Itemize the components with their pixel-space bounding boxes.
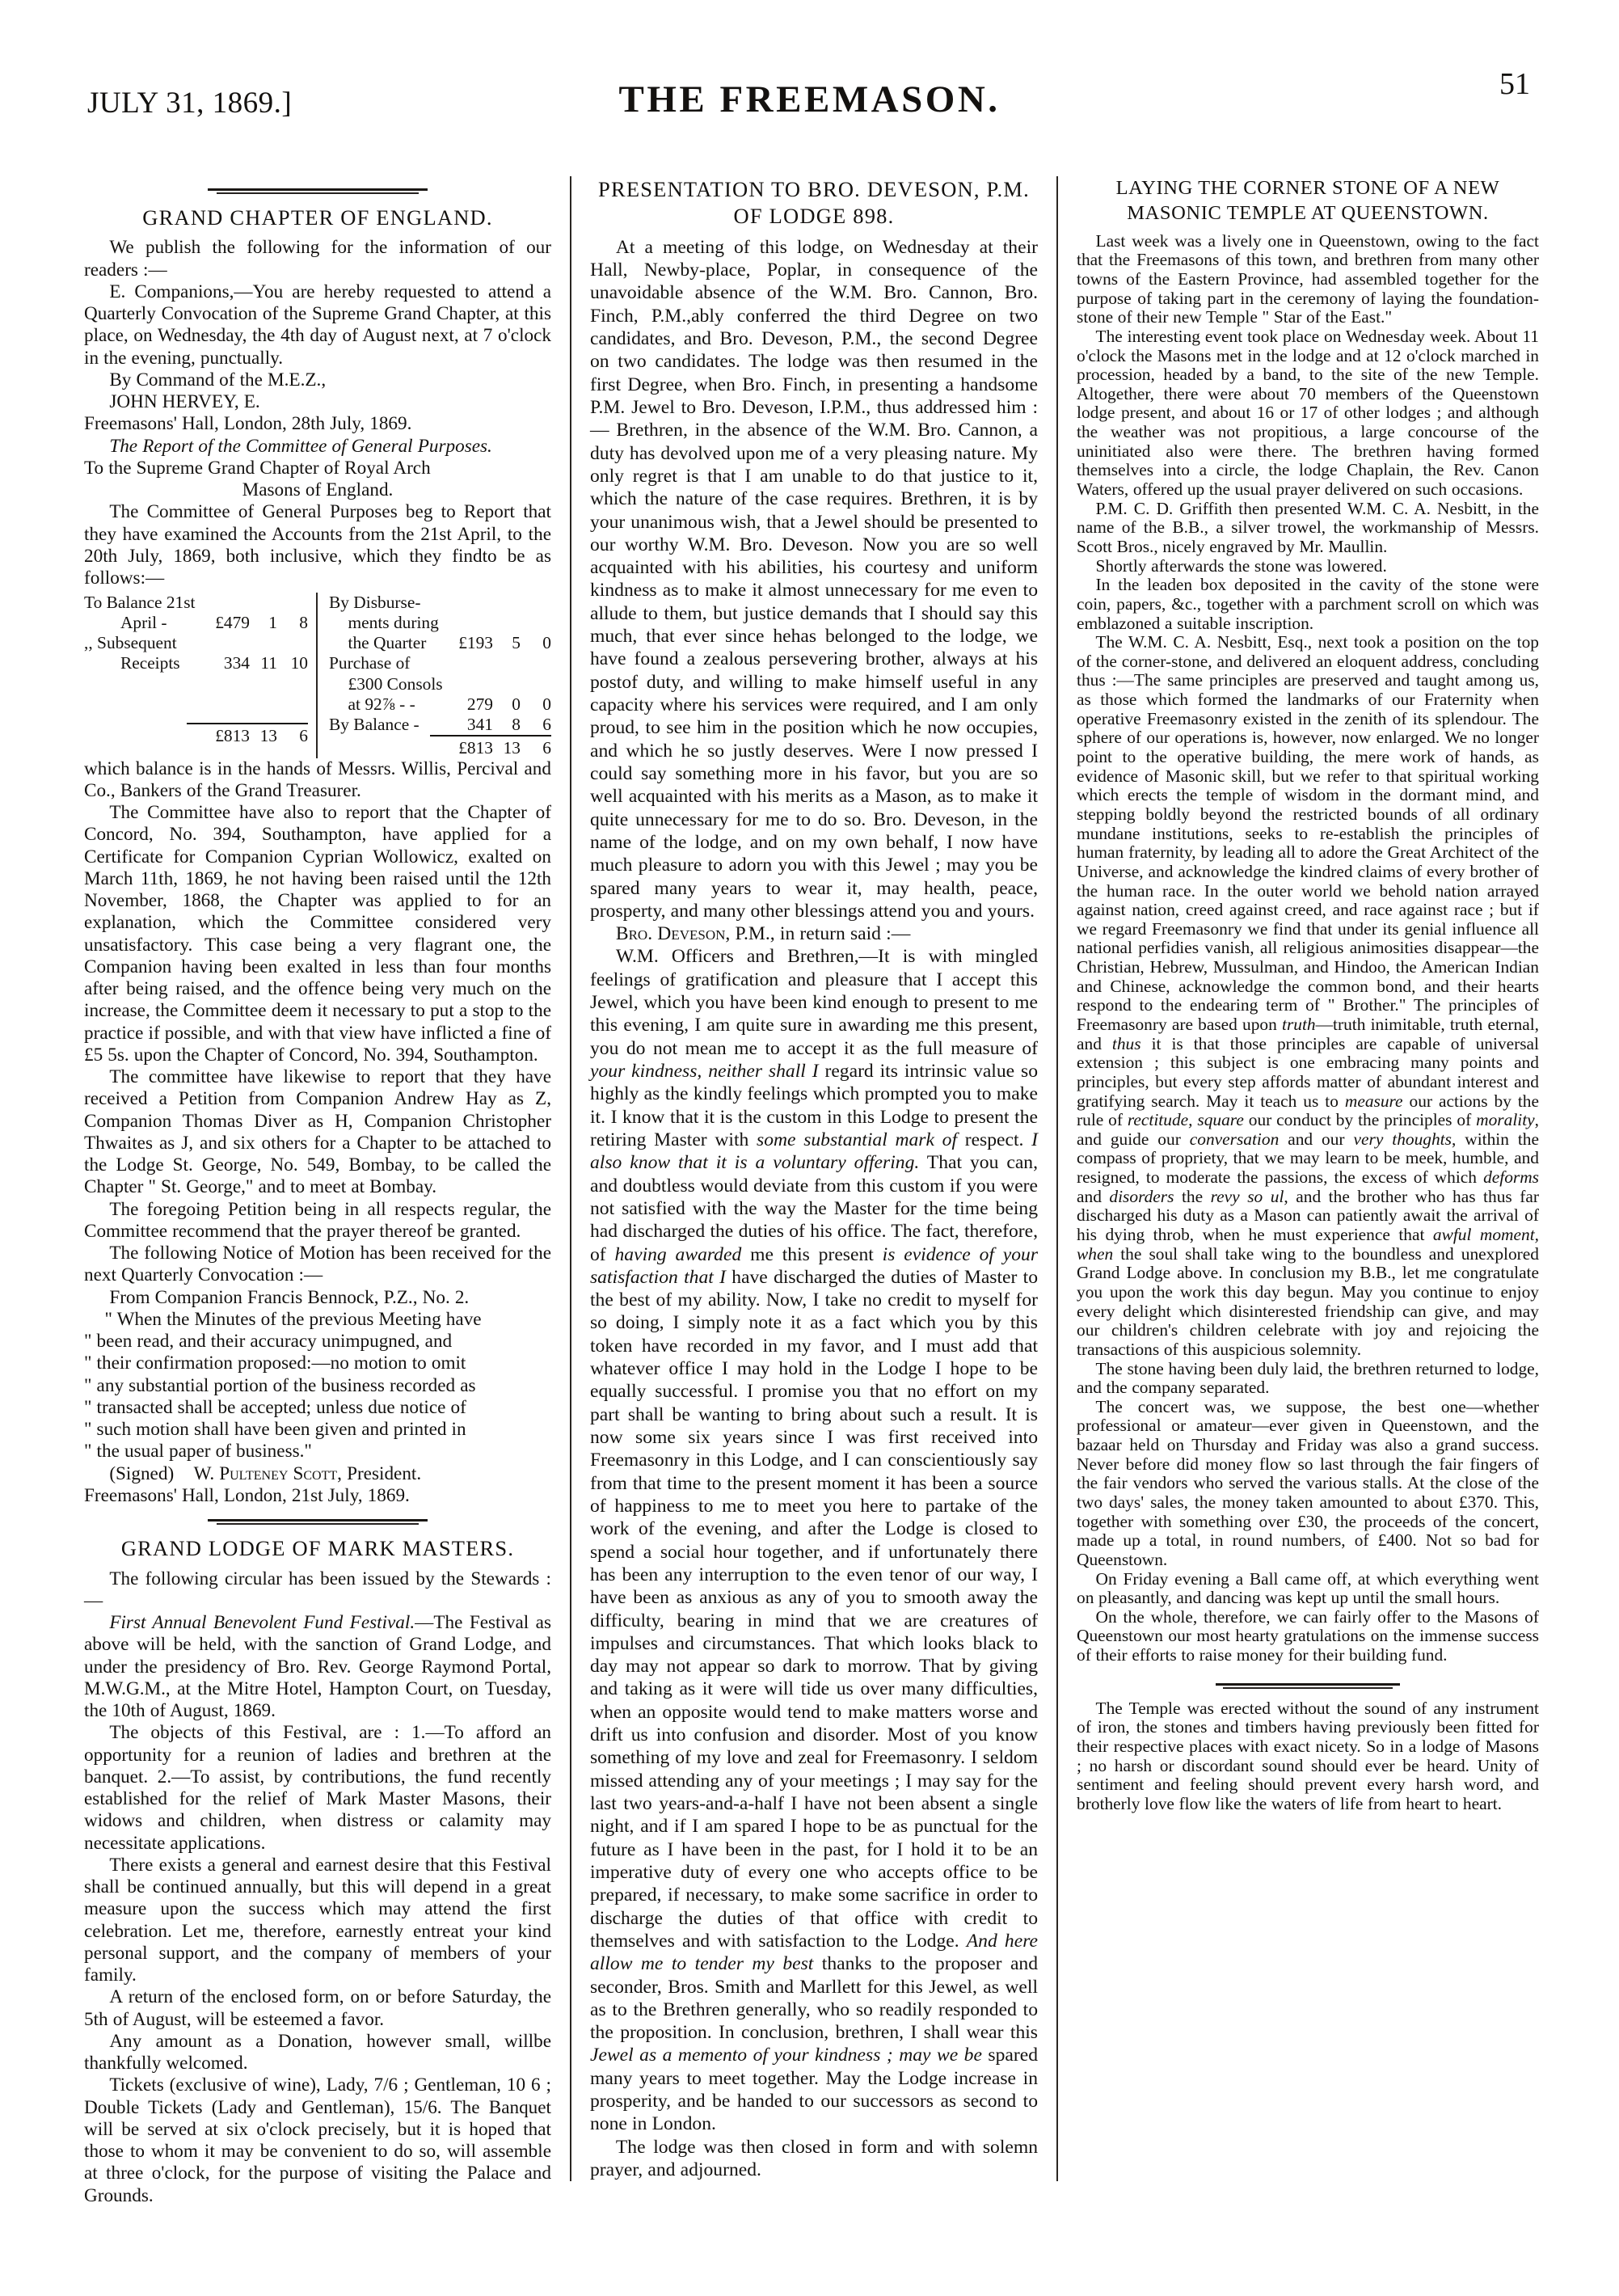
speech-seg: respect. — [957, 1129, 1032, 1150]
accounts-row-pence: 0 — [542, 633, 551, 653]
accounts-row-shillings: 1 — [268, 613, 277, 633]
address-italic: disorders — [1109, 1186, 1174, 1206]
address-seg: , within the compass of propriety, that we may learn to be meek, humble, and resigned, to moderate the passions, the excess of which — [1077, 1129, 1539, 1188]
accounts-row-label: By Disburse- — [329, 593, 421, 613]
address-italic: very thoughts — [1353, 1129, 1452, 1149]
quoted-motion-line: " transacted shall be accepted; unless due notice of — [84, 1396, 466, 1418]
signature-john-hervey: JOHN HERVEY, E. — [109, 391, 260, 413]
accounts-total-shillings: 13 — [259, 725, 277, 745]
report-subheading: The Report of the Committee of General Purposes. — [109, 435, 492, 457]
accounts-row — [329, 613, 551, 633]
quoted-motion-line: " any substantial portion of the business recorded as — [84, 1374, 476, 1396]
speech-seg: W.M. Officers and Brethren,—It is with mingled feelings of gratification and pleasure that I accept this Jewel, which you have been kind enough to present to me this evening, I am quite sure in awarding me this present, you do not mean me to accept it as the full measure of — [590, 946, 1038, 1059]
headline-presentation-deveson — [590, 176, 1038, 230]
paragraph: Any amount as a Donation, however small, willbe thankfully welcomed. — [84, 2030, 551, 2074]
accounts-credit-side — [318, 593, 551, 758]
speech-italic: having awarded — [614, 1243, 742, 1265]
column-1 — [84, 176, 551, 2207]
address-seg: it is that those principles are capable of universal extension ; this subject is one embracing many points and principles, but every step affords matter of abundant interest and gratifying search. May it teach us to — [1077, 1033, 1539, 1111]
headline-line-2: MASONIC TEMPLE AT QUEENSTOWN. — [1127, 201, 1489, 224]
accounts-row-pence: 10 — [290, 653, 308, 673]
quoted-motion-line: " been read, and their accuracy unimpugned, and — [84, 1331, 453, 1353]
column-rule-1 — [570, 176, 571, 2181]
headline-corner-stone-queenstown — [1077, 176, 1539, 226]
paragraph-concert-bazaar: The concert was, we suppose, the best one—whether professional or amateur—ever given in Queenstown, and the bazaar held on Thursday and Friday was also a grand success. Never before did money flow so last through the fair fingers of the fair vendors who served the various stalls. At the close of the two days' sales, the money taken amounted to about £370. This, together with something over £30, the proceeds of the concert, made up a total, in round numbers, of £400. Not so bad for Queenstown. — [1077, 1396, 1539, 1569]
paragraph: We publish the following for the information of our readers :— — [84, 237, 551, 281]
accounts-row — [329, 653, 551, 673]
column-3 — [1077, 176, 1539, 1814]
paragraph-ball: On Friday evening a Ball came off, at which everything went on pleasantly, and dancing was kept up until the small hours. — [1077, 1568, 1539, 1608]
speech-seg: thanks to the proposer and seconder, Bros. Smith and Marllett for this Jewel, as well as to the Brethren generally, who so readily responded to the proposition. In conclusion, brethren, I shall wear this — [590, 1953, 1039, 2044]
place-date-line: Freemasons' Hall, London, 21st July, 1869. — [84, 1484, 410, 1506]
speech-seg: me this present — [741, 1243, 883, 1265]
accounts-total-row — [84, 726, 308, 746]
signature-pulteney-scott — [84, 1463, 551, 1485]
accounts-row-shillings: 11 — [260, 653, 277, 673]
accounts-total-rule — [430, 735, 551, 736]
address-seg: the — [1174, 1186, 1211, 1206]
accounts-row-pounds: 341 — [466, 714, 493, 734]
paragraph: The foregoing Petition being in all respects regular, the Committee recommend that the prayer thereof be granted. — [84, 1198, 551, 1242]
accounts-total-pounds: £813 — [458, 737, 493, 758]
speech-seg: to the Lodge. — [852, 1930, 967, 1952]
accounts-row-pence: 0 — [542, 694, 551, 714]
festival-title: First Annual Benevolent Fund Festival. — [109, 1612, 415, 1633]
headline-line-2: OF LODGE 898. — [733, 204, 895, 229]
accounts-total-pence: 6 — [542, 737, 551, 758]
address-seg: our actions by the rule of — [1077, 1091, 1540, 1130]
accounts-row-label: By Balance - — [329, 714, 420, 734]
paragraph-nesbitt-address — [1077, 633, 1539, 1359]
publication-title: THE FREEMASON. — [618, 78, 1001, 120]
accounts-row-label: the Quarter — [348, 633, 427, 653]
accounts-row-shillings: 5 — [512, 633, 521, 653]
accounts-total-shillings: 13 — [503, 737, 521, 758]
accounts-row — [329, 694, 551, 715]
accounts-row — [329, 715, 551, 735]
speech-italic: your kindness, neither shall I — [590, 1061, 819, 1082]
accounts-row-pounds: 334 — [223, 653, 250, 673]
paragraph: Last week was a lively one in Queenstown, owing to the fact that the Freemasons of this town, and brethren from many other towns of the Eastern Province, had assembled together for the purpose of taking part in the ceremony of laying the foundation-stone of their new Temple " Star of the East." — [1077, 230, 1539, 327]
accounts-row-label: April - — [120, 613, 167, 633]
quoted-motion-line: " such motion shall have been given and printed in — [84, 1419, 466, 1441]
speech-seg: have discharged the duties of Master to the best of my ability. Now, I take no credit to myself for so doing, I simply note it as a fact which you by this token have recorded in my favor, and I must add that whatever office I may hold in the Lodge I hope to be equally successful. I promise you that no effort on my part shall be wanting to bring about such a result. It is now some six years since I was first received into Freemasonry in this Lodge, and I can conscientiously say from that time to the present moment it has been a source of happiness to me to meet you here to partake of the work of the evening, and after the Lodge is closed to spend a social hour together, and if unfortunately there has been any interruption to the even tenor of our way, I have been as anxious as any of you to smooth away the difficulty, bearing in mind that we are creatures of impulses and circumstances. That which looks black to day may not appear so dark to morrow. That by giving and taking as it were will tide us over many difficulties, when an opposite would tend to make matters worse and drift us into confusion and disorder. Most of you know something of my love and zeal for Freemasonry. I seldom missed attending any of your meetings ; I may say for the last two years-and-a-half I have not been absent a single night, and if I am spared I hope to be as punctual for the future as I have been in the past, for I hold it to be an imperative duty of every one who accepts office to be prepared, if necessary, to make some sacrifice in order to discharge the duties of that office with credit to themselves and with satisfaction — [590, 1266, 1038, 1952]
paragraph: From Companion Francis Bennock, P.Z., No. 2. — [109, 1286, 470, 1308]
quoted-motion-line: " their confirmation proposed:—no motion to omit — [84, 1353, 466, 1374]
accounts-row-pounds: 279 — [466, 694, 493, 714]
accounts-row-label: ,, Subsequent — [84, 633, 177, 653]
paragraph-temple-closing: The Temple was erected without the sound of any instrument of iron, the stones and timbers having previously been fitted for their respective places with exact nicety. So in a lodge of Masons ; no harsh or discordant sound should ever be heard. Unity of sentiment and feeling should prevent every harsh word, and brotherly love flow like the waters of life from heart to heart. — [1077, 1698, 1539, 1813]
signed-label: (Signed) — [109, 1462, 194, 1484]
accounts-row-pounds: £479 — [215, 613, 250, 633]
masthead — [0, 67, 1619, 131]
headline-mark-masters: GRAND LODGE OF MARK MASTERS. — [120, 1536, 515, 1561]
address-italic: deforms — [1483, 1167, 1539, 1188]
paragraph: The objects of this Festival, are : 1.—To afford an opportunity for a reunion of ladies and brethren at the banquet. 2.—To assist, by contributions, the fund recently established for the relief of Mark Master Masons, their widows and children, when distress or calamity may necessitate applications. — [84, 1722, 551, 1854]
address-italic: revy so ul — [1210, 1186, 1284, 1206]
column-2 — [590, 176, 1038, 2181]
accounts-row-pence: 6 — [542, 714, 551, 734]
address-italic: thus — [1111, 1033, 1141, 1053]
speech-seg: spared many years to meet together. May the Lodge increase in prosperity, and be handed to our successors as second to none in London. — [590, 2045, 1038, 2135]
accounts-row-shillings: 8 — [512, 714, 521, 734]
quoted-motion-line: " When the Minutes of the previous Meeting have — [104, 1308, 482, 1330]
speech-seg: That you can, and doubtless would deviate from this custom if you were not satisfied with the way the Master for the time being had discharged the duties of his office. The fact, therefore, of — [590, 1152, 1038, 1265]
page-number: 51 — [1499, 67, 1530, 101]
accounts-row — [329, 633, 551, 653]
accounts-row-label: ments during — [348, 613, 439, 633]
paragraph-congratulations: On the whole, therefore, we can fairly offer to the Masons of Queenstown our most hearty gratulations on the immense success of their efforts to raise money for their building fund. — [1077, 1606, 1539, 1665]
paragraph-closing: The lodge was then closed in form and with solemn prayer, and adjourned. — [590, 2136, 1038, 2180]
paragraph: The Committee have also to report that the Chapter of Concord, No. 394, Southampton, have applied for a Certificate for Companion Cyprian Wollowicz, exalted on March 11th, 1869, he not having been raised until the 12th November, 1868, the Chapter was applied to for an explanation, which the Committee considered very unsatisfactory. This case being a very flagrant one, the Companion having been exalted in less than four months after being raised, and the offence being very much on the increase, the Committee deem it necessary to put a stop to the practice if possible, and with that view have inflicted a fine of £5 5s. upon the Chapter of Concord, No. 394, Southampton. — [84, 802, 551, 1066]
paragraph-festival — [84, 1612, 551, 1722]
addressee-line: To the Supreme Grand Chapter of Royal Arch — [84, 457, 431, 479]
by-command-line: By Command of the M.E.Z., — [109, 369, 327, 390]
paragraph-deveson-speech — [590, 945, 1038, 2135]
section-divider — [1216, 1683, 1401, 1689]
section-divider — [208, 1519, 428, 1525]
accounts-row — [329, 593, 551, 613]
speech-italic: is evidence of your satisfaction that I — [590, 1243, 1039, 1288]
section-divider-top — [208, 188, 428, 194]
address-seg: , and guide our — [1077, 1110, 1540, 1149]
speech-italic: some substantial mark of — [757, 1129, 958, 1150]
paragraph-stone-lowered: Shortly afterwards the stone was lowered. — [1095, 555, 1387, 576]
paragraph: The following Notice of Motion has been received for the next Quarterly Convocation :— — [84, 1243, 551, 1286]
accounts-total-row — [329, 738, 551, 758]
accounts-row — [84, 613, 308, 633]
accounts-row-shillings: 0 — [512, 694, 521, 714]
address-seg: our conduct by the principles of — [1243, 1110, 1477, 1130]
paragraph: The following circular has been issued by the Stewards :— — [84, 1568, 551, 1611]
paragraph-trowel-presentation: P.M. C. D. Griffith then presented W.M. C. A. Nesbitt, in the name of the B.B., a silver trowel, the workmanship of Messrs. Scott Bros., nicely engraved by Mr. Maullin. — [1077, 498, 1539, 556]
speech-italic: Jewel as a memento of your kindness ; may we be — [590, 2045, 982, 2066]
paragraph: At a meeting of this lodge, on Wednesday at their Hall, Newby-place, Poplar, in consequence of the unavoidable absence of the W.M. Bro. Cannon, Bro. Finch, P.M.,ably conferred the third Degree on two candidates, and Bro. Deveson, P.M., the second Degree on two candidates. The lodge was then resumed in the first Degree, when Bro. Finch, in presenting a handsome P.M. Jewel to Bro. Deveson, I.P.M., thus addressed him :— Brethren, in the absence of the W.M. Bro. Cannon, a duty has devolved upon me of a very pleasing nature. My only regret is that I am unable to do that justice to it, which the nature of the case requires. Brethren, it is by your unanimous wish, that a Jewel should be presented to our worthy W.M. Bro. Deveson. Now you are so well acquainted with his abilities, his courtesy and uniform kindness as to make it almost unnecessary for me even to allude to them, but justice demands that I should say this much, that ever since hehas belonged to the lodge, we have found a zealous persevering brother, always at his postof duty, and willing to make himself useful in any capacity where his services were required, and I am only proud, to see him in the position which he now occupies, and which he so justly deserves. Were I now pressed I could say something more in his favor, but you are so well acquainted with his merits as a Mason, as to make it quite unnecessary for me to do so. Bro. Deveson, in the name of the lodge, and on my own behalf, I now have much pleasure to adorn you with this Jewel ; may you be spared many years to wear it, may health, peace, prosperty, and many other blessings attend you and yours. — [590, 236, 1038, 922]
address-seg: and — [1077, 1186, 1110, 1206]
accounts-row — [84, 653, 308, 673]
paragraph: The interesting event took place on Wednesday week. About 11 o'clock the Masons met in the lodge and at 12 o'clock marched in procession, headed by a band, to the site of the new Temple. Altogether, there were about 70 members of the Queenstown lodge present, and about 16 or 17 of other lodges ; and although the weather was not propitious, a large concourse of the uninitiated also were there. The brethren having formed themselves into a circle, the lodge Chaplain, the Rev. Canon Waters, offered up the usual prayer delivered on such occasions. — [1077, 326, 1539, 500]
accounts-row-label: To Balance 21st — [84, 593, 196, 613]
accounts-row-label: at 92⅞ - - — [348, 694, 415, 714]
address-seg: —truth inimitable, truth eternal, and — [1077, 1014, 1539, 1053]
accounts-row — [84, 633, 308, 653]
paragraph: The Committee of General Purposes beg to Report that they have examined the Accounts from the 21st April, to the 20th July, 1869, both inclusive, which they findto be as follows:— — [84, 501, 551, 589]
accounts-spacer — [84, 674, 308, 723]
paragraph: A return of the enclosed form, on or before Saturday, the 5th of August, will be esteemed a favor. — [84, 1986, 551, 2030]
accounts-total-rule — [187, 723, 308, 724]
address-italic: morality — [1476, 1110, 1535, 1130]
address-italic: awful moment, when — [1077, 1225, 1539, 1264]
speaker-name: Bro. Deveson, P.M., — [615, 923, 775, 945]
speech-seg: regard its intrinsic value so highly as the kindly feelings which prompted you to make it. I know that it is the custom in this Lodge to present the retiring Master with — [590, 1061, 1039, 1150]
signer-name: W. Pulteney Scott — [193, 1462, 338, 1484]
paragraph-leaden-box: In the leaden box deposited in the cavity of the stone were coin, papers, &c., together with a parchment scroll on which was emblazoned a suitable inscription. — [1077, 575, 1539, 633]
accounts-row — [84, 593, 308, 613]
festival-body: —The Festival as above will be held, with the sanction of Grand Lodge, and under the presidency of Bro. Rev. George Raymond Portal, M.W.G.M., at the Mitre Hotel, Hampton Court, on Tuesday, the 10th of August, 1869. — [84, 1612, 552, 1721]
address-italic: measure — [1344, 1091, 1403, 1111]
accounts-row-label: Receipts — [120, 653, 180, 673]
reply-intro-rest: in return said :— — [774, 923, 911, 945]
speech-italic: And here allow me to tender my best — [590, 1930, 1038, 1975]
signer-title: , President. — [337, 1462, 422, 1484]
paragraph: which balance is in the hands of Messrs. Willis, Percival and Co., Bankers of the Grand Treasurer. — [84, 758, 551, 801]
address-italic: rectitude, square — [1127, 1110, 1244, 1130]
headline-grand-chapter: GRAND CHAPTER OF ENGLAND. — [142, 205, 493, 230]
issue-date: JULY 31, 1869.] — [87, 87, 293, 120]
accounts-row-pounds: £193 — [458, 633, 493, 653]
address-italic: truth — [1282, 1014, 1316, 1034]
accounts-debit-side — [84, 593, 318, 758]
paragraph-deveson-reply-intro — [590, 922, 1038, 945]
addressee-line-2: Masons of England. — [242, 479, 394, 501]
headline-line-1: PRESENTATION TO BRO. DEVESON, P.M. — [598, 177, 1030, 201]
address-seg: the soul shall take wing to the boundless and unexplored Grand Lodge above. In conclusion my B.B., let me congratulate you upon the work this day begun. May you continue to enjoy every delight which disinterested friendship can give, and may our children's children celebrate with joy and rejoicing the transactions of this auspicious solemnity. — [1077, 1243, 1539, 1359]
address-seg: and our — [1279, 1129, 1354, 1149]
address-seg: The W.M. C. A. Nesbitt, Esq., next took a position on the top of the corner-stone, and delivered an eloquent address, concluding thus :—The same principles are preserved and taught among us, as those which formed the landmarks of our Fraternity when operative Freemasonry existed in the zenith of its splendour. The sphere of our operations is, however, now enlarged. We no longer point to the operative building, the mere work of hands, as evidence of Masonic skill, but we refer to that spiritual working which erects the temple of wisdom in the dormant mind, and stepping boldly beyond the restricted bounds of all ordinary mundane institutions, seeks to re-establish the principles of human fraternity, by leading all to adore the Great Architect of the Universe, and acknowledge the kindred claims of every brother of the human race. In the outer world we behold nation arrayed against nation, creed against creed, and race against race ; but if we regard Freemasonry we find that under its genial influence all national perfidies vanish, all religious animosities disappear—the Christian, Hebrew, Mussulman, and Hindoo, the American Indian and Chinese, acknowledge the common bond, and their hearts respond to the endearing term of " Brother." The principles of Freemasonry are based upon — [1077, 632, 1539, 1034]
accounts-total-pence: 6 — [299, 725, 308, 745]
accounts-row-pence: 8 — [299, 613, 308, 633]
place-date-line: Freemasons' Hall, London, 28th July, 1869. — [84, 413, 412, 435]
column-rule-2 — [1056, 176, 1058, 2181]
paragraph-tickets: Tickets (exclusive of wine), Lady, 7/6 ; Gentleman, 10 6 ; Double Tickets (Lady and Gentleman), 15/6. The Banquet will be served at six o'clock precisely, but it is hoped that those to whom it may be convenient to do so, will assemble at three o'clock, for the purpose of visiting the Palace and Grounds. — [84, 2074, 551, 2206]
accounts-table — [84, 593, 551, 758]
paragraph: The committee have likewise to report that they have received a Petition from Companion Andrew Hay as Z, Companion Thomas Diver as H, Companion Christopher Thwaites as J, and six others for a Chapter to be attached to the Lodge St. George, No. 549, Bombay, to be called the Chapter " St. George," and to meet at Bombay. — [84, 1066, 551, 1198]
paragraph: The stone having been duly laid, the brethren returned to lodge, and the company separated. — [1077, 1358, 1539, 1398]
address-seg: , and the brother who has thus far discharged his duty as a Mason can patiently await the arrival of his dying throb, when he must experience that — [1077, 1186, 1539, 1245]
quoted-motion-line: " the usual paper of business." — [84, 1441, 312, 1462]
paragraph: There exists a general and earnest desire that this Festival shall be continued annually, but this will depend in a great measure upon the success which may attend the first celebration. Let me, therefore, earnestly entreat your kind personal support, and the company of members of your family. — [84, 1854, 551, 1986]
accounts-row-label: Purchase of — [329, 653, 411, 673]
paragraph: E. Companions,—You are hereby requested to attend a Quarterly Convocation of the Supreme Grand Chapter, at this place, on Wednesday, the 4th day of August next, at 7 o'clock in the evening, punctually. — [84, 281, 551, 369]
accounts-row-label: £300 Consols — [348, 673, 443, 694]
headline-line-1: LAYING THE CORNER STONE OF A NEW — [1115, 177, 1500, 199]
accounts-row — [329, 674, 551, 694]
accounts-total-pounds: £813 — [215, 725, 250, 745]
column-container — [84, 176, 1540, 2206]
speech-italic: I also know that it is a voluntary offering. — [590, 1129, 1038, 1174]
address-italic: conversation — [1189, 1129, 1280, 1149]
